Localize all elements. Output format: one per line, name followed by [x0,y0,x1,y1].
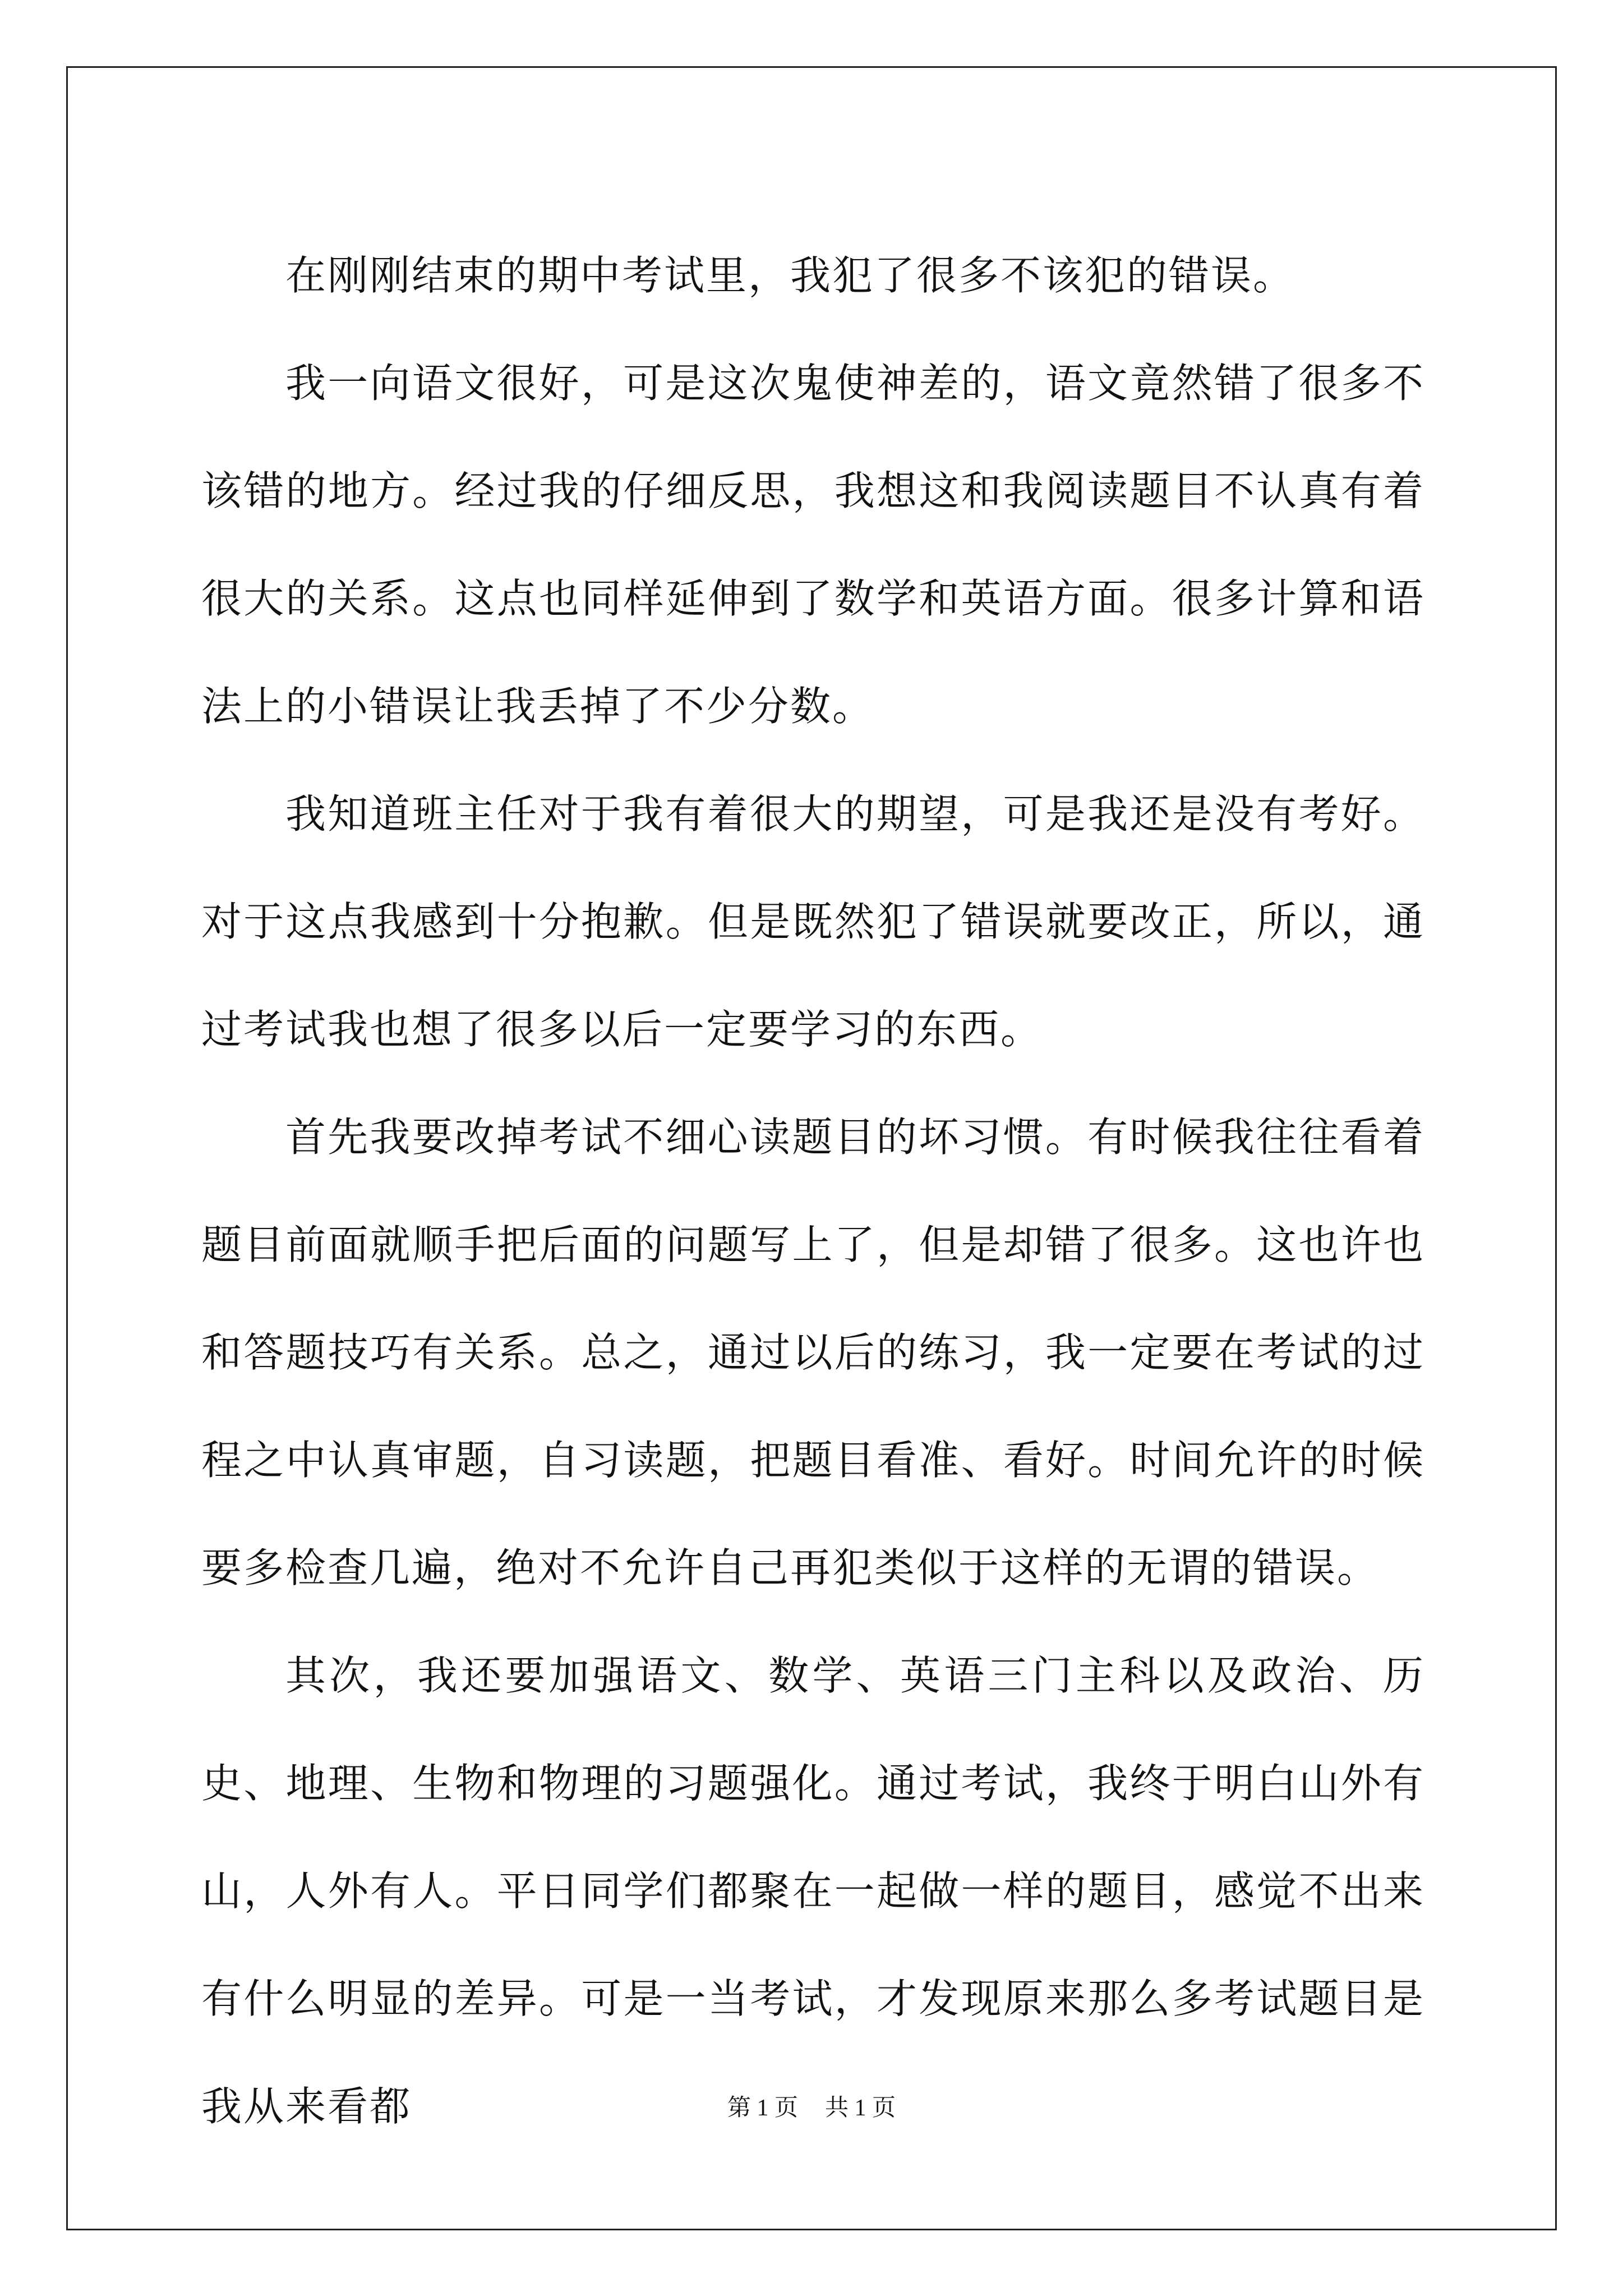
document-body [201,222,1425,2160]
paragraph-3: 我知道班主任对于我有着很大的期望，可是我还是没有考好。对于这点我感到十分抱歉。但是既然犯了错误就要改正，所以，通过考试我也想了很多以后一定要学习的东西。 [201,790,1425,1053]
paragraph-4: 首先我要改掉考试不细心读题目的坏习惯。有时候我往往看着题目前面就顺手把后面的问题写上了，但是却错了很多。这也许也和答题技巧有关系。总之，通过以后的练习，我一定要在考试的过程之中认真审题，自习读题，把题目看准、看好。时间允许的时候要多检查几遍，绝对不允许自己再犯类似于这样的无谓的错误。 [201,1114,1425,1591]
page-footer [0,2091,1623,2125]
page-total: 共 1 页 [825,2095,896,2121]
paragraph-2: 我一向语文很好，可是这次鬼使神差的，语文竟然错了很多不该错的地方。经过我的仔细反思，我想这和我阅读题目不认真有着很大的关系。这点也同样延伸到了数学和英语方面。很多计算和语法上的小错误让我丢掉了不少分数。 [201,360,1425,730]
paragraph-5: 其次，我还要加强语文、数学、英语三门主科以及政治、历史、地理、生物和物理的习题强化。通过考试，我终于明白山外有山，人外有人。平日同学们都聚在一起做一样的题目，感觉不出来有什么明显的差异。可是一当考试，才发现原来那么多考试题目是我从来看都 [201,1652,1425,2130]
page-number: 第 1 页 [727,2095,798,2121]
paragraph-1: 在刚刚结束的期中考试里，我犯了很多不该犯的错误。 [285,252,1295,299]
